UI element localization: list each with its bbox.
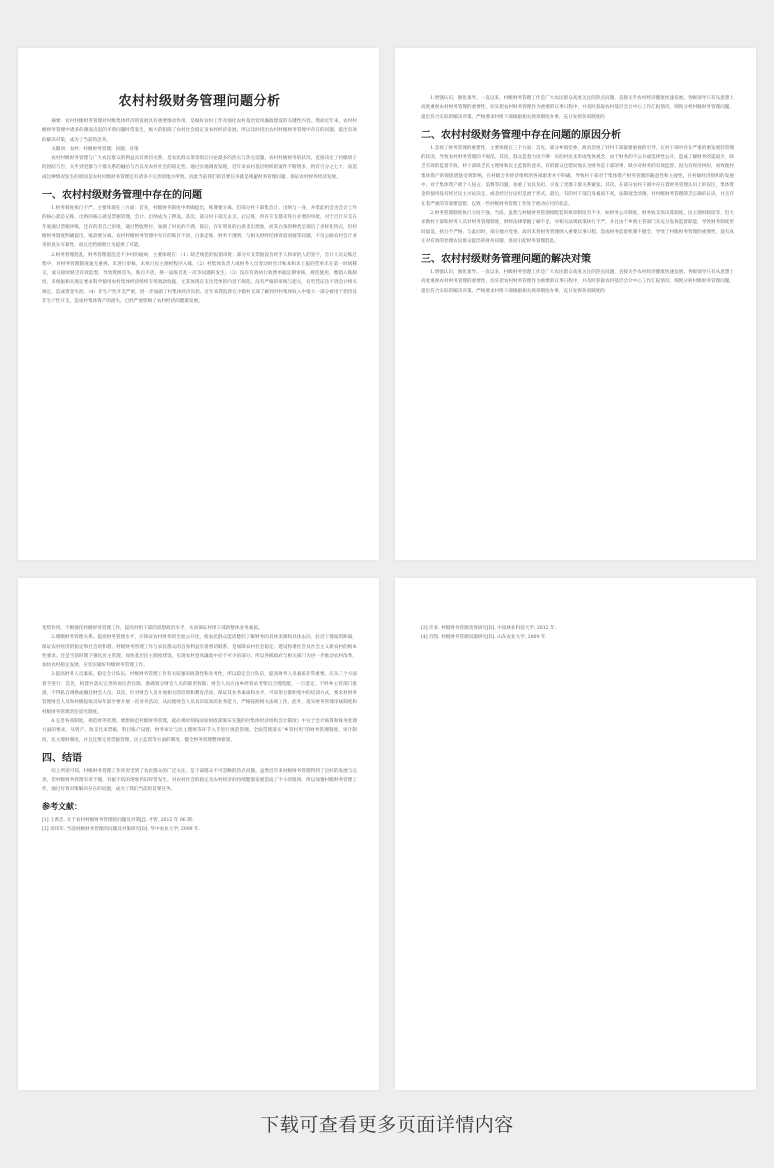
body-paragraph: 2.理顺财务管理关系。提高财务管理水平，应保证农村财务的全面公开化，使农民群众能清楚的了解财务的具体来源和具体去向，拉近干群间的距离，保证农村经济的稳定和社会的和谐。村级财务管理工作与农民群众的自身利益有着密切联系，是保障农村社会稳定、建设和谐社会及社会主义新农村的根本性要求。还是当前时期下强化民主管理，加快基层民主制度建设，实现农村党风廉政中必不可少的部分。所以各级政府与相关部门为进一步推动农村改革，加快农村稳定发展，应切实做好村级财务管理工作。 [42,635,357,669]
document-page-4 [395,578,756,1090]
reference-item: [4] 苏凯. 村级财务管理问题研究[D]. 山东农业大学, 2009 年. [421,635,547,641]
section-heading-2: 二、农村村级财务管理中存在问题的原因分析 [421,129,621,141]
document-page-3 [18,578,379,1090]
references-heading: 参考文献： [42,801,82,811]
body-paragraph: 1.增强认识，强化领导。一直以来，村级财务管理工作是广大农民群众高度关注的热点问题，直接关乎农村经济健康快速发展。各级领导只有从思想上高度重视农村财务管理的重要性，切实把农村财务管理作为重要的议事日程中，并及时获取农村基层会计中心工作汇报情况，细致分析村级财务管理问题，提出符合实际的解决对策，严格要求村组干部根据相关规章制度办事，充分发挥各项制度的 [421,270,734,294]
reference-item: [1] 王禹忠. 关于农村村级财务管理的问题及对策[J]. 才智, 2012 年 06 期. [42,817,194,823]
reference-item: [2] 章伟军. 当前村级财务管理的问题及对策研究[D]. 华中农业大学, 2009 年. [42,827,201,833]
body-paragraph: 优势作用，不断强化村级财务管理工作，提高村组干部的思想政治水平，从而保证村组干部的整体业务素质。 [42,626,263,631]
document-page-2 [395,48,756,560]
section-heading-3: 三、农村村级财务管理问题的解决对策 [421,254,591,266]
section-heading-1: 一、农村村级财务管理中存在的问题 [42,190,202,202]
conclusion-paragraph: 综上所述可知，村级财务管理工作状况受到了农民群众的广泛关注，是干部群众不可忽略的热点问题。虽然近年来村级财务管理得到了良好的发展与完善，但村级财务管理有章不循，有据不依的现象仍旧时常发生，对农村社会的稳定及农村经济的持续健康发展造成了不小的阻碍，所以加强村级财务管理工作，通过有效对策解决存在的问题，成为了我们当前的首要任务。 [42,768,357,793]
body-paragraph: 1.财务制度执行不严。主要体现在三方面：首先，村级财务制度中明确提出，账簿要分离，但部分村干部集会计、出纳与一身，并借此机会为会计工作的核心就是记账，出纳的核心就是票据管理，会计、出纳成为了摆设。其次，部分村干部无去支，后记账，所有开支都未进行必要的审批，对于自行开支在年底通过票据冲账，还有的者自己审批，通过暂收暂付，加剧了村民的不满，最后，存在明显的白条支出现象，而其白条的种类呈现出了多样化特点，但村级财务制度明确提出，账款要分离。农村村级财务管理中存在的账目不清、白条走账、财务不透明、与相关财经纪律背道而驰等问题，不仅公路农村会计业务的真实可靠性，而且还给腐败行为提供了可能。 [42,206,357,249]
section-heading-4: 四、结语 [42,752,82,764]
download-more-caption: 下载可查看更多页面详情内容 [260,1114,514,1136]
body-paragraph: 2.财务管理制度执行力度不强。当前，虽然与村级财务管理相配套的规章制度有不少，如财务公开制度、财务收支预决算制度、民主理财制度等，但大多数村干部和财务人员对财务管理制度、财经法律掌握了解不足，对相关法规政策执行不严，并且由于乡镇主管部门未充分发挥监督职能，导致财务制度形同虚设，执行不严格，与此同时，部分地方党委、政府未将财务管理纳入重要议事日程，造成财务监督机制不健全，导致了村级财务管理的重要性，没有真正对有效的处理农民群众提出的财务问题，进而引起财务管理混乱。 [421,210,734,244]
body-paragraph: 1.增强认识，强化领导。一直以来，村级财务管理工作是广大农民群众高度关注的热点问题，直接关乎农村经济健康快速发展。各级领导只有从思想上高度重视农村财务管理的重要性，切实把农村财务管理作为重要的议事日程中，并及时获取农村基层会计中心工作汇报情况，细致分析村级财务管理问题，提出符合实际的解决对策，严格要求村组干部根据相关规章制度办事，充分发挥各项制度的 [421,96,734,120]
document-title: 农村村级财务管理问题分析 [118,94,281,109]
reference-item: [3] 许多. 村级财务管理改进研究[D]. 中南林业科技大学, 2012 年. [421,626,557,631]
abstract-paragraph: 摘要：农村村级财务管理对村级集体经济的发展具有重要推动作用，是做好农村工作及强化农村基层党风廉政建设的关键性内容。然而近年来，农村村级财务管理中诸多的薄弱点起的矛盾问题时常发生，极大的阻碍了农村社会稳定及农村经济发展。所以及时找出农村村级财务管理中存在的问题，提出有效的解决对策，成为了当前的急务。 [42,119,357,143]
keywords-line: 关键词：农村；村级财务管理；问题；对策 [51,146,139,152]
intro-paragraph: 农村村级财务管理与广大农民群众的利益具有密切关系，是农民群众茶余饭后讨论最多的热点与热点话题。农村村级财务的状况，直接决定了村级班子的团结与否，关乎到党群与干群关系的融洽与否以及农村社会的稳定性。通过实地调查发现，近年来农村基层组织的案件不断增多，约有百分之七十，而造成这种情况发生的原因是农村村级财务管理还有诸多不完善的地方所致。因此当前我们的首要任务就是规避财务管理问题，保证农村财务经济发展。 [42,156,357,180]
document-page-1 [18,48,379,560]
body-paragraph: 4.完善各项制度，规范财务管理。要想规范村级财务管理，就必须时刻按国家财政部颁布实施的村集体经济组织会计制度》中关于会计核算和账务处理方面的要求，从资产、收支往来票据、科目账户设置，财务审计与民主理财等环节入手进行规范管理。全面贯彻落实“乡管村用”的财务管理制度、审计制度、民主理财制度，并且还要完善票据管理，民主监督等方面的制度，健全财务管理整体框架。 [42,718,357,743]
body-paragraph: 2.财务管理混乱。财务管理混乱是不少村的通病，主要体现在：（1）缺乏规范的报销审批；部分开支票据没有经手人和审批人的签字，会计人员记账过程中，对财务管理制度毫无重视，未进行审核，未执行民主理财程序入账。（2）村集体负责人或财务人员变动时会计账本和未上报的凭单未在第一时间移交，或交接时缺乏有效监督，导致资源丢失、账目不清，换一届账目乱一次等问题的发生。（3）没有有效执行收费单据定期审核，规范使用，缴销入账制度，未根据相关规定要求科学使用农村集体经济组织专用收款收据，尤其体现在支出凭单的内容不规范。没有严格的审核与把关，有些凭证达不到会计相关规定，造成资金失控。（4）非生产性开支严重，进一步加剧了村集体经济负担。近年来我院曾在少数村支部了解到对村集体收入中很大一部分被用于招待及非生产性开支，造成村集体资产的流失，已经严重影响了农村经济的健康发展。 [42,252,357,305]
body-paragraph: 1.忽视了财务管理的重要性。主要体现在三个方面：首先，部分乡镇党委、政府忽视了对村干部最要重视的引导，在村干部中存在严重的重发展轻管理的状况，导致农村财务管理的不规范。其次，群众监督力度不够：有的村民未形成集体观念，由于财务的不公开或选择性公开，造成了解财务的渠道少，缺乏有效的监督手段，村干部缺乏民主理财和民主监督的意识，有的群众还错误地认为财务是干部的事，缺少对财务的有效监督。因为有经济纠纷，而致使村集体资产的保值增值受到影响，在村级合作经济组织的各项职责并不明确，导致村干部对于集体资产财务管理的随意性和主观性。在村级经济组织的发展中，对于集体资产被个人侵占、浪费等问题，加重了农民负担，引发了党群干群关系紧张。其次，在部分农村干部中存在着财务管理认识上的误区，集体资金的使用没有经过民主讨论决定，或者经过讨论但是流于形式。最后，有的村干部自身素质不高，法制观念淡薄，对村级财务管理缺乏正确的认识，并且存在着严重的等靠要思想，以致一些村级财务管理工作处于被动应付的状态。 [421,145,734,207]
body-paragraph: 3.提高财务人员素质。稳定会计队伍。村级财务管理工作有关较强的政策性和业务性，所以稳定会计队伍，提高财务人员素质非常重要。应从三个方面着手进行：首先，构建并落实完善的岗位责任制，准确划分财会人员的职责权限；财会人员应由乡经管站考察后合理选配，一旦选定，不经乡主管部门批准，不得私自调换或撤任财会人员。其次，针对财会人员开展相关的培训和教育活动，保证其业务素质和水平，可采用分散和集中的培训方式，要求村财务管理财会人员和村级报账员每年最少要开展一次业务活动，从而使财会人员具有较高的业务能力，严格按照相关法规工作。此外，落实财务管理审核制度和村级财务管理责任追究制度。 [42,672,357,715]
